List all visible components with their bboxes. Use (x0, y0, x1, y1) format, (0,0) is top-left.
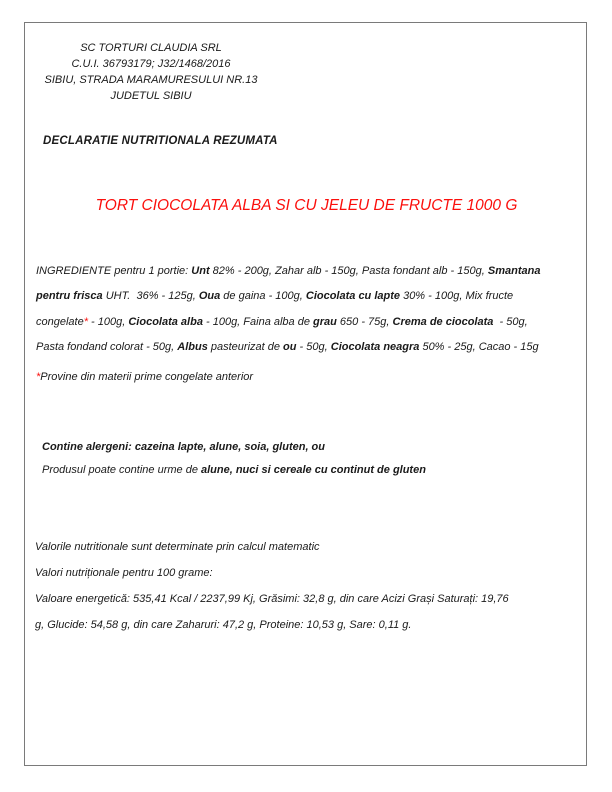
ingredients-line-4: Pasta fondand colorat - 50g, Albus pasteurizat de ou - 50g, Ciocolata neagra 50% - 25g, Cacao - 15g (36, 340, 539, 353)
allergens-section (42, 436, 426, 482)
frozen-ingredients-note: *Provine din materii prime congelate anterior (36, 371, 254, 383)
ingredients-line-1: INGREDIENTE pentru 1 portie: Unt 82% - 200g, Zahar alb - 150g, Pasta fondant alb - 150g, Smantana (36, 265, 541, 277)
nutrition-per-100g-line: Valori nutriționale pentru 100 grame: (35, 567, 213, 579)
nutrition-values-line-1: Valoare energetică: 535,41 Kcal / 2237,99 Kj, Grăsimi: 32,8 g, din care Acizi Grași Saturați: 19,76 (35, 593, 509, 605)
company-county: JUDETUL SIBIU (110, 90, 192, 102)
declaration-title: DECLARATIE NUTRITIONALA REZUMATA (43, 135, 278, 147)
company-header (35, 40, 267, 104)
company-address: SIBIU, STRADA MARAMURESULUI NR.13 (44, 74, 258, 86)
ingredients-paragraph (36, 259, 581, 360)
allergens-traces-line: Produsul poate contine urme de alune, nuci si cereale cu continut de gluten (42, 464, 426, 476)
company-name: SC TORTURI CLAUDIA SRL (80, 42, 222, 54)
product-title: TORT CIOCOLATA ALBA SI CU JELEU DE FRUCTE 1000 G (95, 197, 518, 214)
nutrition-values-line-2: g, Glucide: 54,58 g, din care Zaharuri: 47,2 g, Proteine: 10,53 g, Sare: 0,11 g. (35, 619, 412, 631)
nutrition-method-line: Valorile nutritionale sunt determinate prin calcul matematic (35, 541, 320, 553)
page-border (24, 22, 587, 766)
nutrition-section (35, 534, 509, 638)
allergens-contains-line: Contine alergeni: cazeina lapte, alune, soia, gluten, ou (42, 441, 325, 453)
ingredients-line-2: pentru frisca UHT. 36% - 125g, Oua de gaina - 100g, Ciocolata cu lapte 30% - 100g, Mix fructe (36, 290, 514, 303)
ingredients-line-3: congelate* - 100g, Ciocolata alba - 100g, Faina alba de grau 650 - 75g, Crema de ciocolata - 50g, (36, 315, 528, 328)
company-registration: C.U.I. 36793179; J32/1468/2016 (71, 58, 231, 70)
